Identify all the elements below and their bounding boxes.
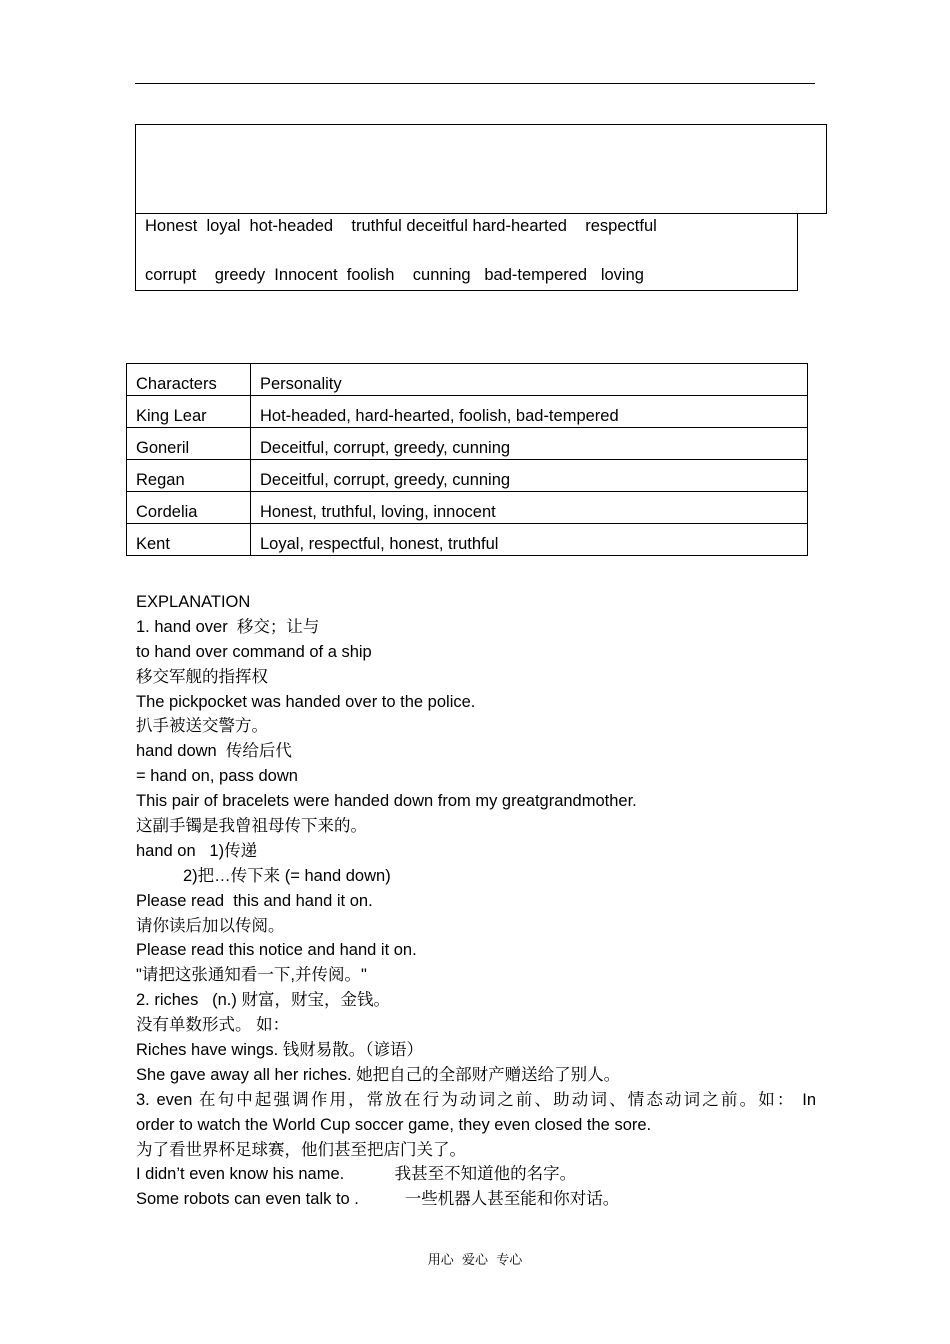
table-cell-character: Kent: [127, 524, 251, 556]
word-bank-box: [135, 214, 798, 291]
text-line: 这副手镯是我曾祖母传下来的。: [136, 817, 367, 836]
word-bank-line-2: corrupt greedy Innocent foolish cunning bad-tempered loving: [145, 266, 644, 284]
text-line: I didn’t even know his name. 我甚至不知道他的名字。: [136, 1165, 577, 1184]
text-line: = hand on, pass down: [136, 767, 298, 786]
text-line: hand down 传给后代: [136, 742, 292, 761]
text-line: order to watch the World Cup soccer game, they even closed the sore.: [136, 1115, 652, 1134]
text-line: 为了看世界杯足球赛，他们甚至把店门关了。: [136, 1140, 466, 1159]
table-row: [127, 428, 808, 460]
table-row: [127, 524, 808, 556]
table-cell-character: Goneril: [127, 428, 251, 460]
text-line: She gave away all her riches. 她把自己的全部财产赠送给了别人。: [136, 1065, 621, 1084]
table-header-cell: Personality: [251, 364, 808, 396]
answer-box: [135, 124, 827, 214]
explanation-section: [136, 590, 816, 1212]
table-cell-character: Cordelia: [127, 492, 251, 524]
text-line: 移交军舰的指挥权: [136, 667, 268, 686]
text-line: Please read this notice and hand it on.: [136, 941, 417, 960]
text-line: 2)把…传下来 (= hand down): [183, 866, 391, 885]
text-line: 扒手被送交警方。: [136, 717, 268, 736]
text-line: 没有单数形式。 如：: [136, 1016, 290, 1035]
header-rule: [135, 83, 815, 84]
table-cell-character: King Lear: [127, 396, 251, 428]
text-line: This pair of bracelets were handed down from my greatgrandmother.: [136, 792, 637, 811]
word-bank-line-1: Honest loyal hot-headed truthful deceitful hard-hearted respectful: [145, 217, 657, 235]
table-row: [127, 460, 808, 492]
text-line: 1. hand over 移交；让与: [136, 617, 320, 636]
section-heading: EXPLANATION: [136, 593, 251, 611]
table-header-cell: Characters: [127, 364, 251, 396]
table-cell-personality: Honest, truthful, loving, innocent: [251, 492, 808, 524]
text-line: to hand over command of a ship: [136, 642, 372, 661]
table-cell-character: Regan: [127, 460, 251, 492]
text-line: The pickpocket was handed over to the police.: [136, 692, 476, 711]
table-row: [127, 396, 808, 428]
text-line: 3. even 在句中起强调作用，常放在行为动词之前、助动词、情态动词之前。如： In: [136, 1090, 816, 1109]
table-row: [127, 492, 808, 524]
text-line: hand on 1)传递: [136, 841, 258, 860]
table-cell-personality: Loyal, respectful, honest, truthful: [251, 524, 808, 556]
text-line: "请把这张通知看一下,并传阅。": [136, 966, 367, 985]
table-cell-personality: Deceitful, corrupt, greedy, cunning: [251, 460, 808, 492]
table-header-row: [127, 364, 808, 396]
text-line: Some robots can even talk to . 一些机器人甚至能和你对话。: [136, 1190, 620, 1209]
table-cell-personality: Hot-headed, hard-hearted, foolish, bad-tempered: [251, 396, 808, 428]
text-line: 2. riches (n.) 财富，财宝，金钱。: [136, 991, 390, 1010]
page-footer: 用心 爱心 专心: [427, 1253, 523, 1268]
character-personality-table: [126, 363, 808, 556]
table-cell-personality: Deceitful, corrupt, greedy, cunning: [251, 428, 808, 460]
text-line: Riches have wings. 钱财易散。（谚语）: [136, 1041, 423, 1060]
text-line: Please read this and hand it on.: [136, 891, 373, 910]
text-line: 请你读后加以传阅。: [136, 916, 285, 935]
